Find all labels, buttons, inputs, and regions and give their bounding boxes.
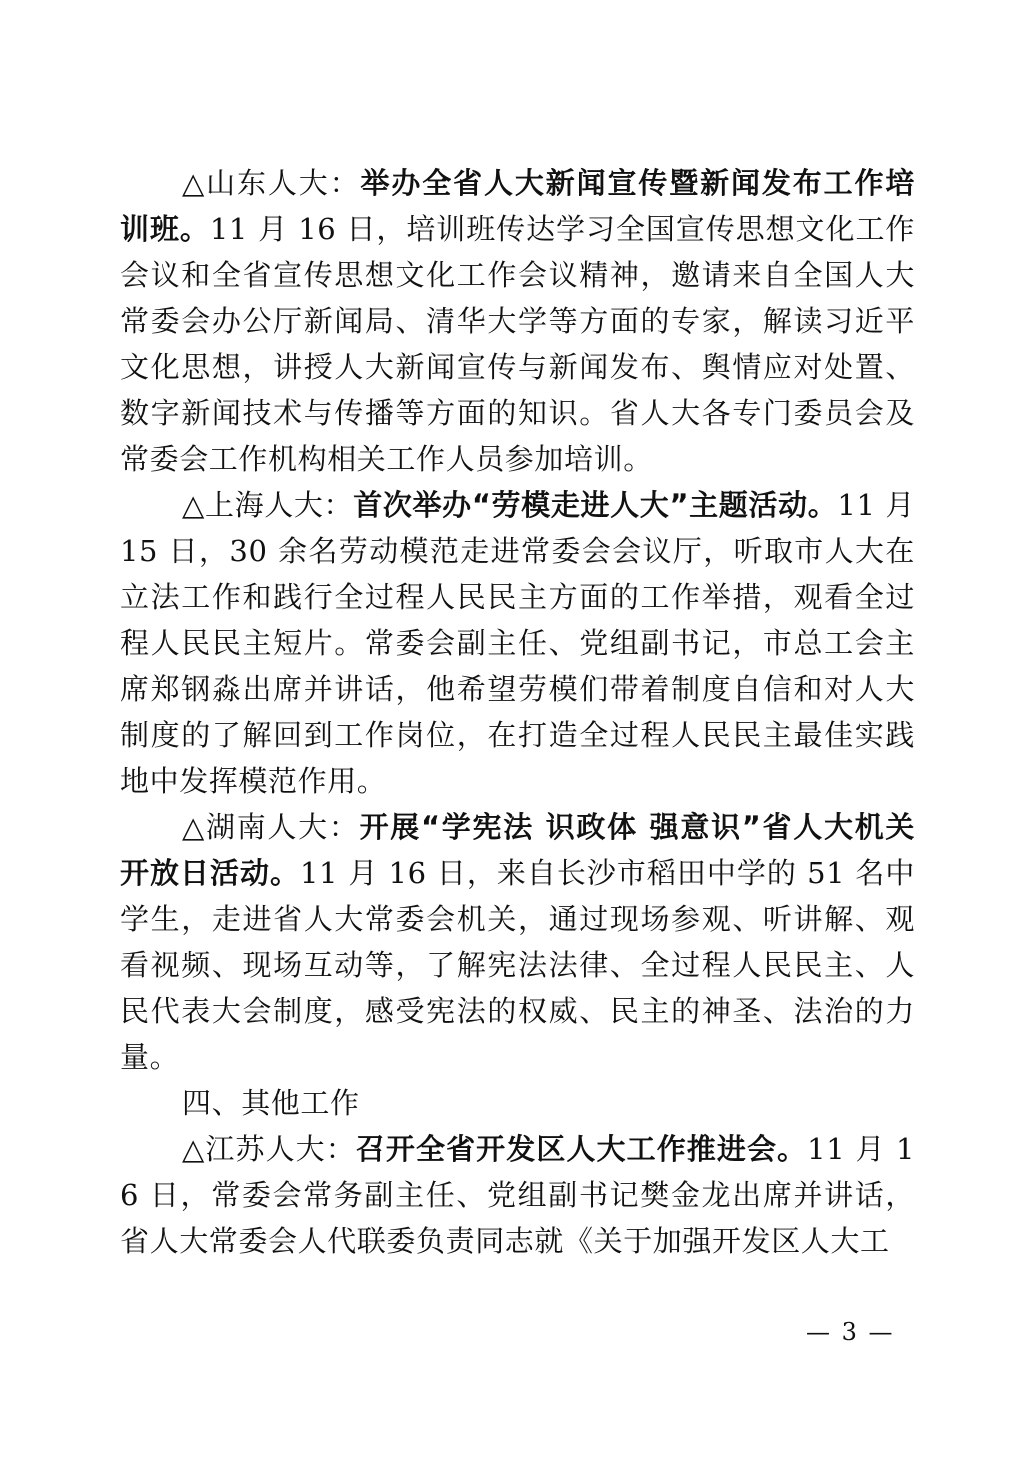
paragraph-marker: △湖南人大：: [182, 810, 360, 844]
paragraph-shandong: [120, 160, 915, 482]
paragraph-lead-heading: 召开全省开发区人大工作推进会。: [355, 1132, 808, 1166]
document-body: [120, 160, 915, 1264]
paragraph-marker: △山东人大：: [182, 166, 361, 200]
paragraph-body: 11 月 16 日，常委会常务副主任、党组副书记樊金龙出席并讲话，省人大常委会人代联委负责同志就《关于加强开发区人大工: [120, 1132, 915, 1258]
paragraph-lead-heading: 首次举办“劳模走进人大”主题活动。: [353, 488, 838, 522]
paragraph-marker: △江苏人大：: [182, 1132, 356, 1166]
section-heading: 四、其他工作: [182, 1086, 360, 1120]
paragraph-hunan: [120, 804, 915, 1080]
paragraph-body: 11 月 16 日，来自长沙市稻田中学的 51 名中学生，走进省人大常委会机关，通过现场参观、听讲解、观看视频、现场互动等，了解宪法法律、全过程人民民主、人民代表大会制度，感受宪法的权威、民主的神圣、法治的力量。: [120, 856, 915, 1074]
page-number: — 3 —: [806, 1318, 895, 1346]
paragraph-shanghai: [120, 482, 915, 804]
paragraph-body: 11 月 15 日，30 余名劳动模范走进常委会会议厅，听取市人大在立法工作和践行全过程人民民主方面的工作举措，观看全过程人民民主短片。常委会副主任、党组副书记，市总工会主席郑钢淼出席并讲话，他希望劳模们带着制度自信和对人大制度的了解回到工作岗位，在打造全过程人民民主最佳实践地中发挥模范作用。: [120, 488, 915, 798]
paragraph-lead-heading: 开展“学宪法 识政体 强意识”省人大机关开放日活动。: [120, 810, 916, 890]
paragraph-lead-heading: 举办全省人大新闻宣传暨新闻发布工作培训班。: [120, 166, 915, 246]
paragraph-body: 11 月 16 日，培训班传达学习全国宣传思想文化工作会议和全省宣传思想文化工作会议精神，邀请来自全国人大常委会办公厅新闻局、清华大学等方面的专家，解读习近平文化思想，讲授人大新闻宣传与新闻发布、舆情应对处置、数字新闻技术与传播等方面的知识。省人大各专门委员会及常委会工作机构相关工作人员参加培训。: [120, 212, 915, 476]
paragraph-marker: △上海人大：: [182, 488, 354, 522]
paragraph-jiangsu: [120, 1126, 915, 1264]
